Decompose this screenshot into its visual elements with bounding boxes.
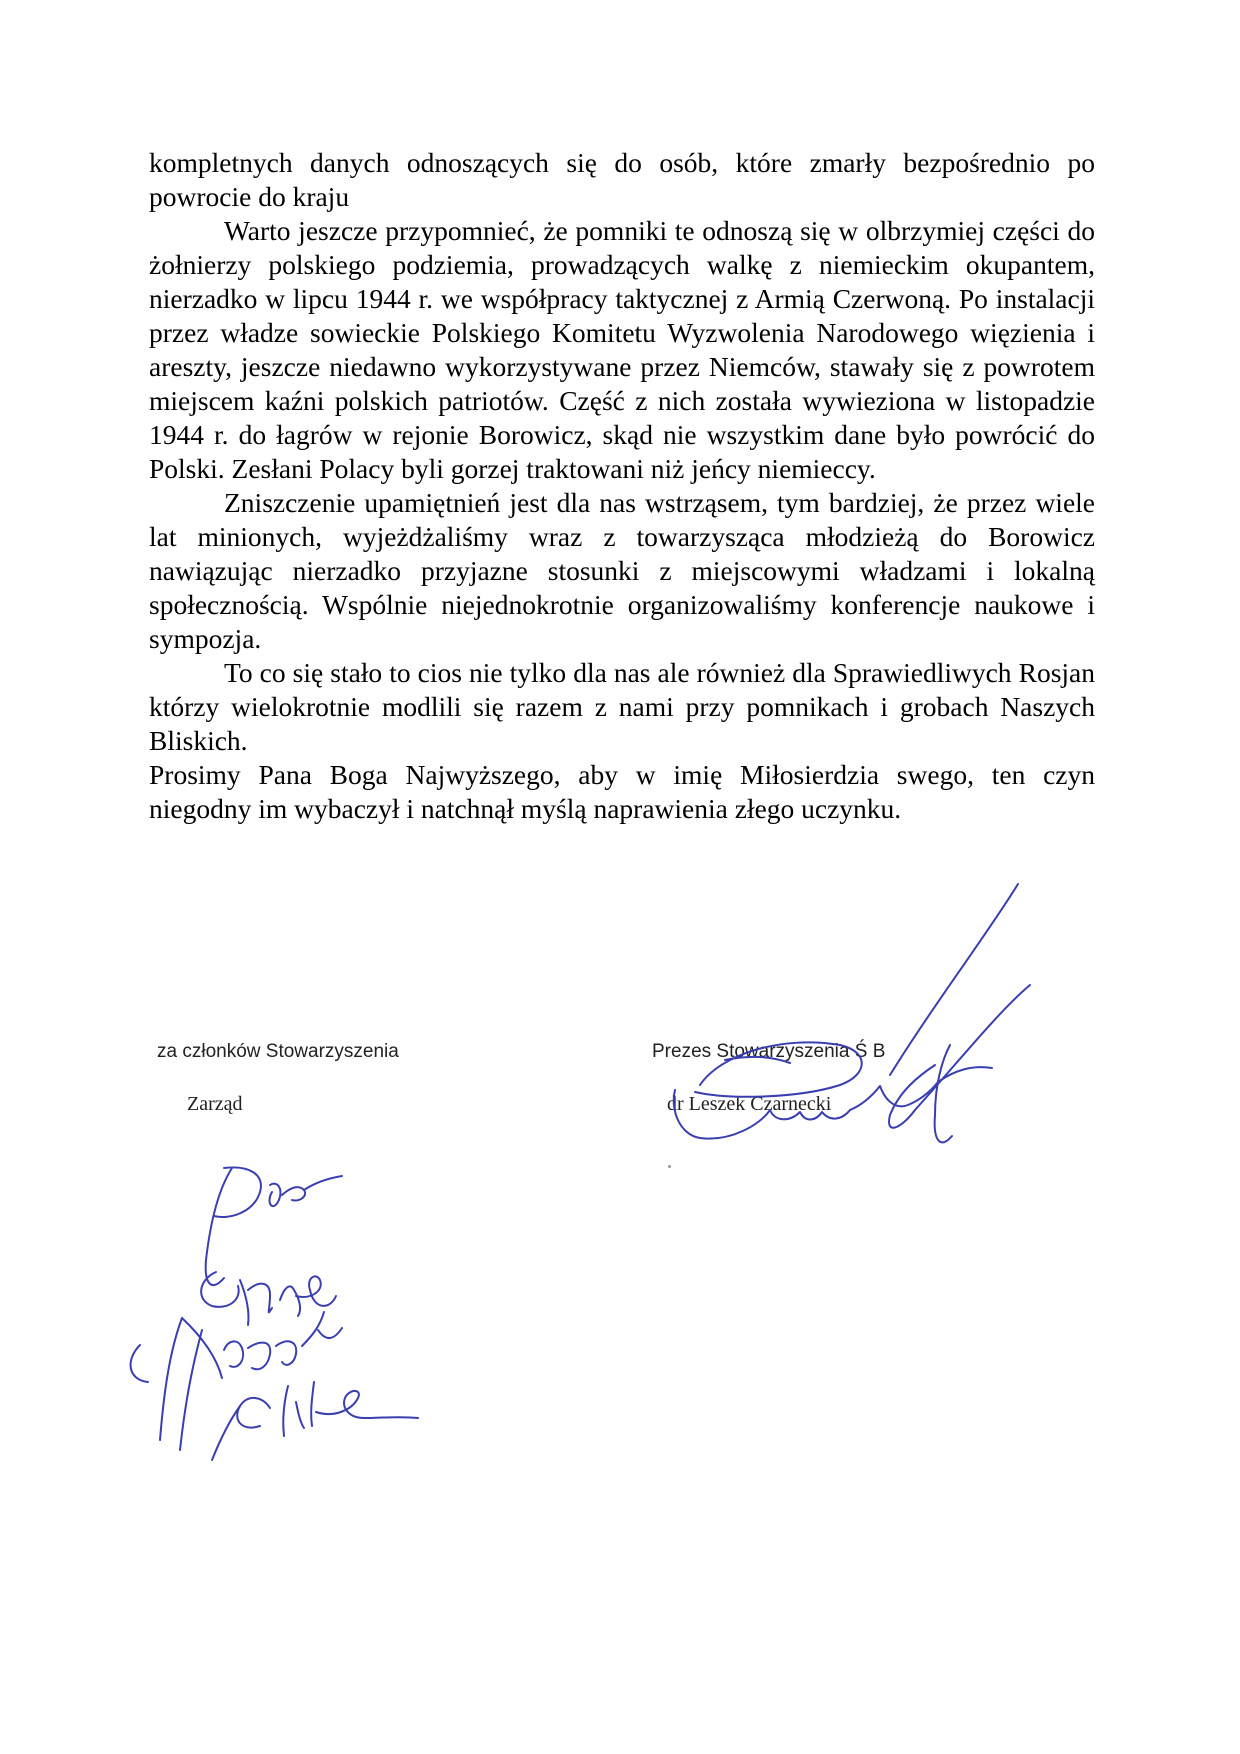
right-signature-caption: Prezes Stowarzyszenia Ś B: [652, 1041, 886, 1062]
paragraph-3: Zniszczenie upamiętnień jest dla nas wstrząsem, tym bardziej, że przez wiele lat minionych, wyjeżdżaliśmy wraz z towarzysząca młodzieżą do Borowicz nawiązując nierzadko przyjazne stosunki z miejscowymi władzami i lokalną społecznością. Wspólnie niejednokrotnie organizowaliśmy konferencje naukowe i sympozja.: [149, 487, 1095, 654]
left-signature-role: Zarząd: [187, 1093, 243, 1115]
paragraph-2: Warto jeszcze przypomnieć, że pomniki te odnoszą się w olbrzymiej części do żołnierzy polskiego podziemia, prowadzących walkę z niemieckim okupantem, nierzadko w lipcu 1944 r. we współpracy taktycznej z Armią Czerwoną. Po instalacji przez władze sowieckie Polskiego Komitetu Wyzwolenia Narodowego więzienia i areszty, jeszcze niedawno wykorzystywane przez Niemców, stawały się z powrotem miejscem kaźni polskich patriotów. Część z nich została wywieziona w listopadzie 1944 r. do łagrów w rejonie Borowicz, skąd nie wszystkim dane było powrócić do Polski. Zesłani Polacy byli gorzej traktowani niż jeńcy niemieccy.: [149, 215, 1095, 484]
letter-body: [149, 146, 1095, 826]
right-signature-name: dr Leszek Czarnecki: [667, 1093, 832, 1115]
president-signature-image: [600, 860, 1060, 1150]
paragraph-5: Prosimy Pana Boga Najwyższego, aby w imię Miłosierdzia swego, ten czyn niegodny im wybaczył i natchnął myślą naprawienia złego uczynku.: [149, 759, 1095, 824]
paragraph-4: To co się stało to cios nie tylko dla nas ale również dla Sprawiedliwych Rosjan którzy wielokrotnie modlili się razem z nami przy pomnikach i grobach Naszych Bliskich.: [149, 657, 1095, 756]
paragraph-1: kompletnych danych odnoszących się do osób, które zmarły bezpośrednio po powrocie do kraju: [149, 147, 1095, 212]
board-signatures-image: [120, 1150, 420, 1470]
ink-speck: [668, 1165, 671, 1168]
left-signature-caption: za członków Stowarzyszenia: [157, 1041, 399, 1062]
